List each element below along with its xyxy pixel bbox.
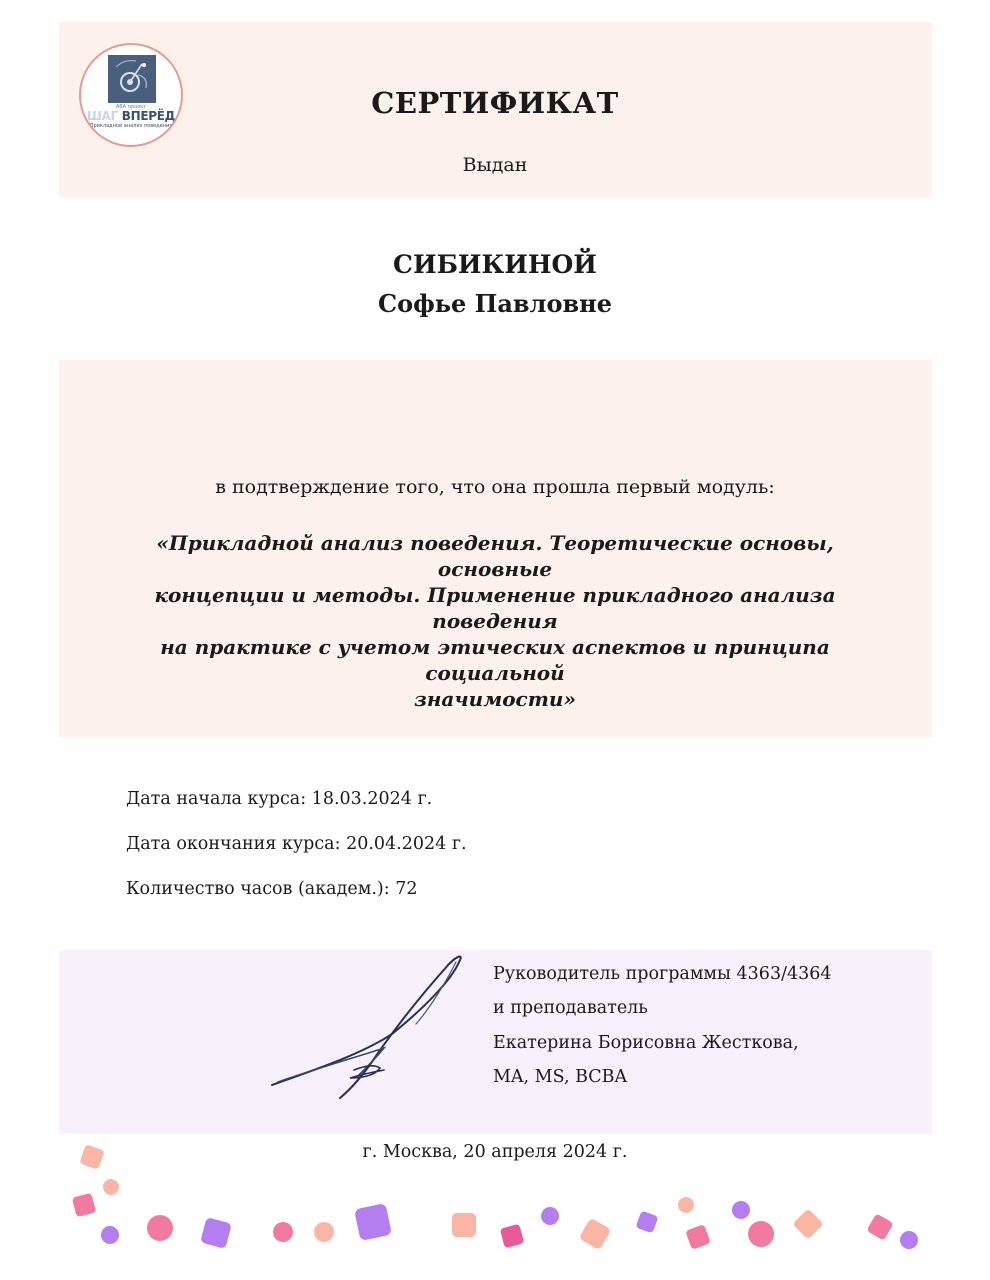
confetti-square bbox=[354, 1203, 392, 1241]
course-title-line: концепции и методы. Применение прикладного анализа поведения bbox=[154, 583, 836, 633]
confetti-dot bbox=[103, 1179, 119, 1195]
recipient-given-name: Софье Павловне bbox=[378, 289, 612, 318]
logo-brand-word2: ВПЕРЁД bbox=[121, 109, 176, 123]
certificate-title: СЕРТИФИКАТ bbox=[371, 86, 619, 120]
confetti-square bbox=[579, 1218, 612, 1251]
confetti-dot bbox=[101, 1226, 119, 1244]
issued-label: Выдан bbox=[462, 154, 528, 176]
logo-brand-word1: ШАГ bbox=[86, 109, 118, 123]
confetti-dot bbox=[541, 1207, 559, 1225]
confetti-square bbox=[452, 1213, 476, 1237]
place-and-date: г. Москва, 20 апреля 2024 г. bbox=[362, 1142, 628, 1162]
course-title-line: «Прикладной анализ поведения. Теоретические основы, основные bbox=[156, 531, 834, 581]
confetti-square bbox=[866, 1213, 893, 1240]
confetti-square bbox=[500, 1224, 524, 1248]
signatory-role-2: и преподаватель bbox=[493, 998, 648, 1018]
confetti-square bbox=[685, 1224, 711, 1250]
course-title-line: значимости» bbox=[414, 687, 576, 711]
course-start-date: Дата начала курса: 18.03.2024 г. bbox=[126, 789, 433, 809]
recipient-surname: СИБИКИНОЙ bbox=[393, 250, 597, 279]
confetti-dot bbox=[273, 1222, 293, 1242]
confetti-dot bbox=[732, 1201, 750, 1219]
signatory-role: Руководитель программы 4363/4364 bbox=[493, 964, 832, 984]
course-end-date: Дата окончания курса: 20.04.2024 г. bbox=[126, 834, 467, 854]
confetti-dot bbox=[314, 1222, 334, 1242]
confirmation-text: в подтверждение того, что она прошла первый модуль: bbox=[215, 476, 775, 498]
confetti-square bbox=[200, 1217, 232, 1249]
logo-small-text: ABA проект bbox=[115, 104, 147, 110]
confetti-dot bbox=[147, 1215, 173, 1241]
confetti-dot bbox=[900, 1231, 918, 1249]
confetti-dot bbox=[678, 1197, 694, 1213]
confetti-square bbox=[792, 1208, 823, 1239]
logo-subtitle: Прикладной анализ поведения bbox=[89, 123, 173, 129]
course-hours: Количество часов (академ.): 72 bbox=[126, 879, 418, 899]
confetti-square bbox=[72, 1193, 96, 1217]
confetti-dot bbox=[748, 1221, 774, 1247]
course-title-line: на практике с учетом этических аспектов и принципа социальной bbox=[160, 635, 830, 685]
signatory-name: Екатерина Борисовна Жесткова, bbox=[493, 1033, 799, 1053]
confetti-square bbox=[79, 1144, 105, 1170]
signatory-credentials: MA, MS, BCBA bbox=[493, 1067, 628, 1087]
confetti-square bbox=[635, 1210, 658, 1233]
